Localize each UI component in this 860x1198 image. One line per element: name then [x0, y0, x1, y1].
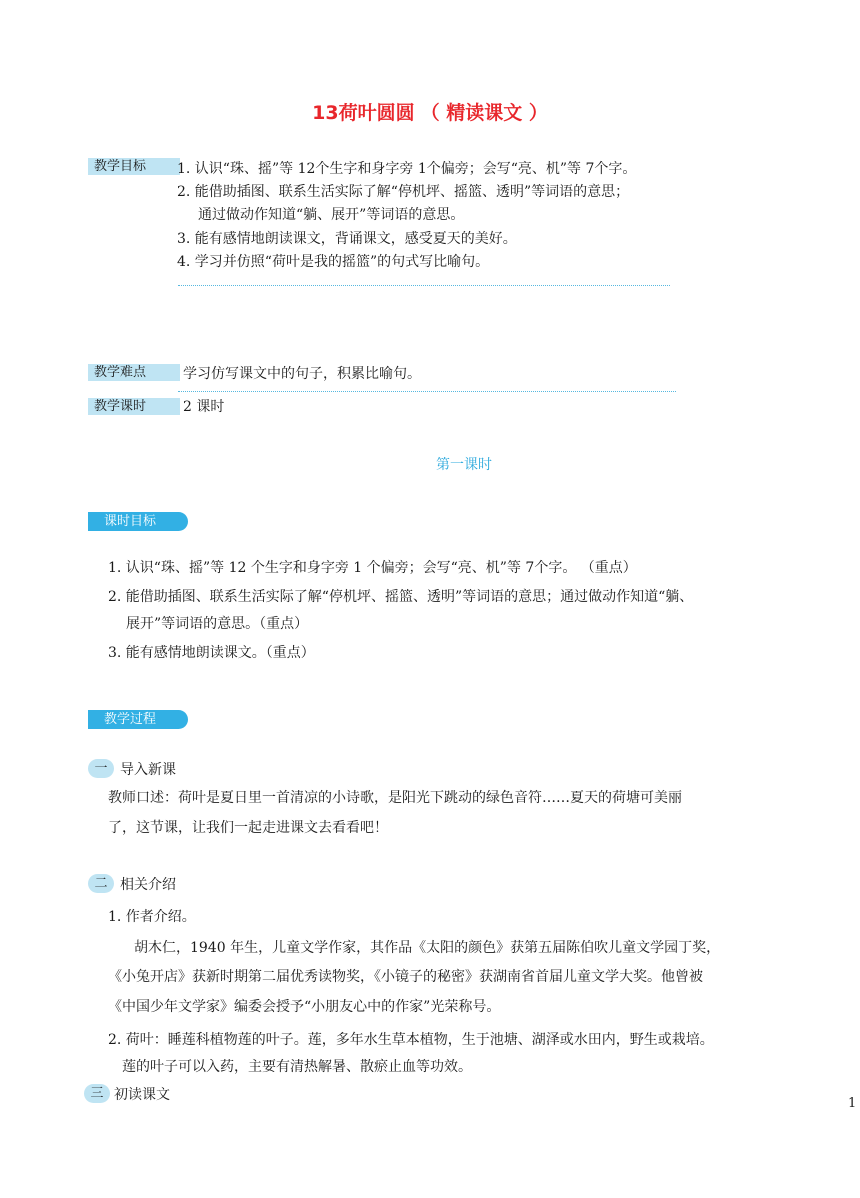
step-2-line-6: 莲的叶子可以入药，主要有清热解暑、散瘀止血等功效。	[122, 1059, 472, 1075]
goals-divider	[178, 285, 670, 286]
step-3-title: 初读课文	[114, 1087, 170, 1103]
goal-item-2-cont: 通过做动作知道“躺、展开”等词语的意思。	[198, 207, 465, 223]
page-title	[0, 98, 860, 125]
difficulty-label: 教学难点	[88, 364, 180, 381]
step-2-line-1: 1. 作者介绍。	[108, 909, 196, 925]
hours-text: 2 课时	[183, 399, 225, 415]
class-goal-2-cont: 展开”等词语的意思。（重点）	[126, 616, 309, 632]
difficulty-divider	[178, 391, 676, 392]
class-goals-label: 课时目标	[88, 512, 188, 531]
goals-label: 教学目标	[88, 158, 180, 175]
goal-item-2: 2. 能借助插图、联系生活实际了解“停机坪、摇篮、透明”等词语的意思；	[177, 184, 630, 200]
goal-item-3: 3. 能有感情地朗读课文，背诵课文，感受夏天的美好。	[177, 231, 517, 247]
goal-item-1: 1. 认识“珠、摇”等 12个生字和身字旁 1个偏旁；会写“亮、机”等 7个字。	[177, 161, 637, 177]
lesson-heading: 第一课时	[436, 457, 492, 473]
process-label: 教学过程	[88, 710, 188, 729]
step-2-line-5: 2. 荷叶：睡莲科植物莲的叶子。莲，多年水生草本植物，生于池塘、湖泽或水田内，野生或栽培。	[108, 1032, 714, 1048]
title-main: 13荷叶圆圆	[312, 102, 415, 124]
step-1-title: 导入新课	[120, 762, 176, 778]
title-sub: （ 精读课文 ）	[420, 102, 548, 124]
step-2-line-4: 《中国少年文学家》编委会授予“小朋友心中的作家”光荣称号。	[108, 999, 501, 1015]
class-goal-3: 3. 能有感情地朗读课文。（重点）	[108, 645, 315, 661]
class-goal-2: 2. 能借助插图、联系生活实际了解“停机坪、摇篮、透明”等词语的意思；通过做动作知道“躺、	[108, 589, 694, 605]
goal-item-4: 4. 学习并仿照“荷叶是我的摇篮”的句式写比喻句。	[177, 254, 490, 270]
difficulty-text: 学习仿写课文中的句子，积累比喻句。	[183, 366, 421, 382]
step-2-number: 二	[88, 874, 114, 893]
step-2-title: 相关介绍	[120, 877, 176, 893]
step-2-line-3: 《小兔开店》获新时期第二届优秀读物奖，《小镜子的秘密》获湖南省首届儿童文学大奖。他曾被	[108, 969, 703, 985]
page-number: 1	[848, 1096, 857, 1111]
step-2-line-2: 胡木仁，1940 年生，儿童文学作家，其作品《太阳的颜色》获第五届陈伯吹儿童文学园丁奖，	[134, 940, 721, 956]
step-3-number: 三	[84, 1084, 110, 1103]
class-goal-1: 1. 认识“珠、摇”等 12 个生字和身字旁 1 个偏旁；会写“亮、机”等 7个字。 （重点）	[108, 560, 637, 576]
step-1-line-2: 了，这节课，让我们一起走进课文去看看吧！	[108, 820, 388, 836]
step-1-number: 一	[88, 759, 114, 778]
step-1-line-1: 教师口述：荷叶是夏日里一首清凉的小诗歌，是阳光下跳动的绿色音符……夏天的荷塘可美丽	[108, 790, 682, 806]
hours-label: 教学课时	[88, 398, 180, 415]
